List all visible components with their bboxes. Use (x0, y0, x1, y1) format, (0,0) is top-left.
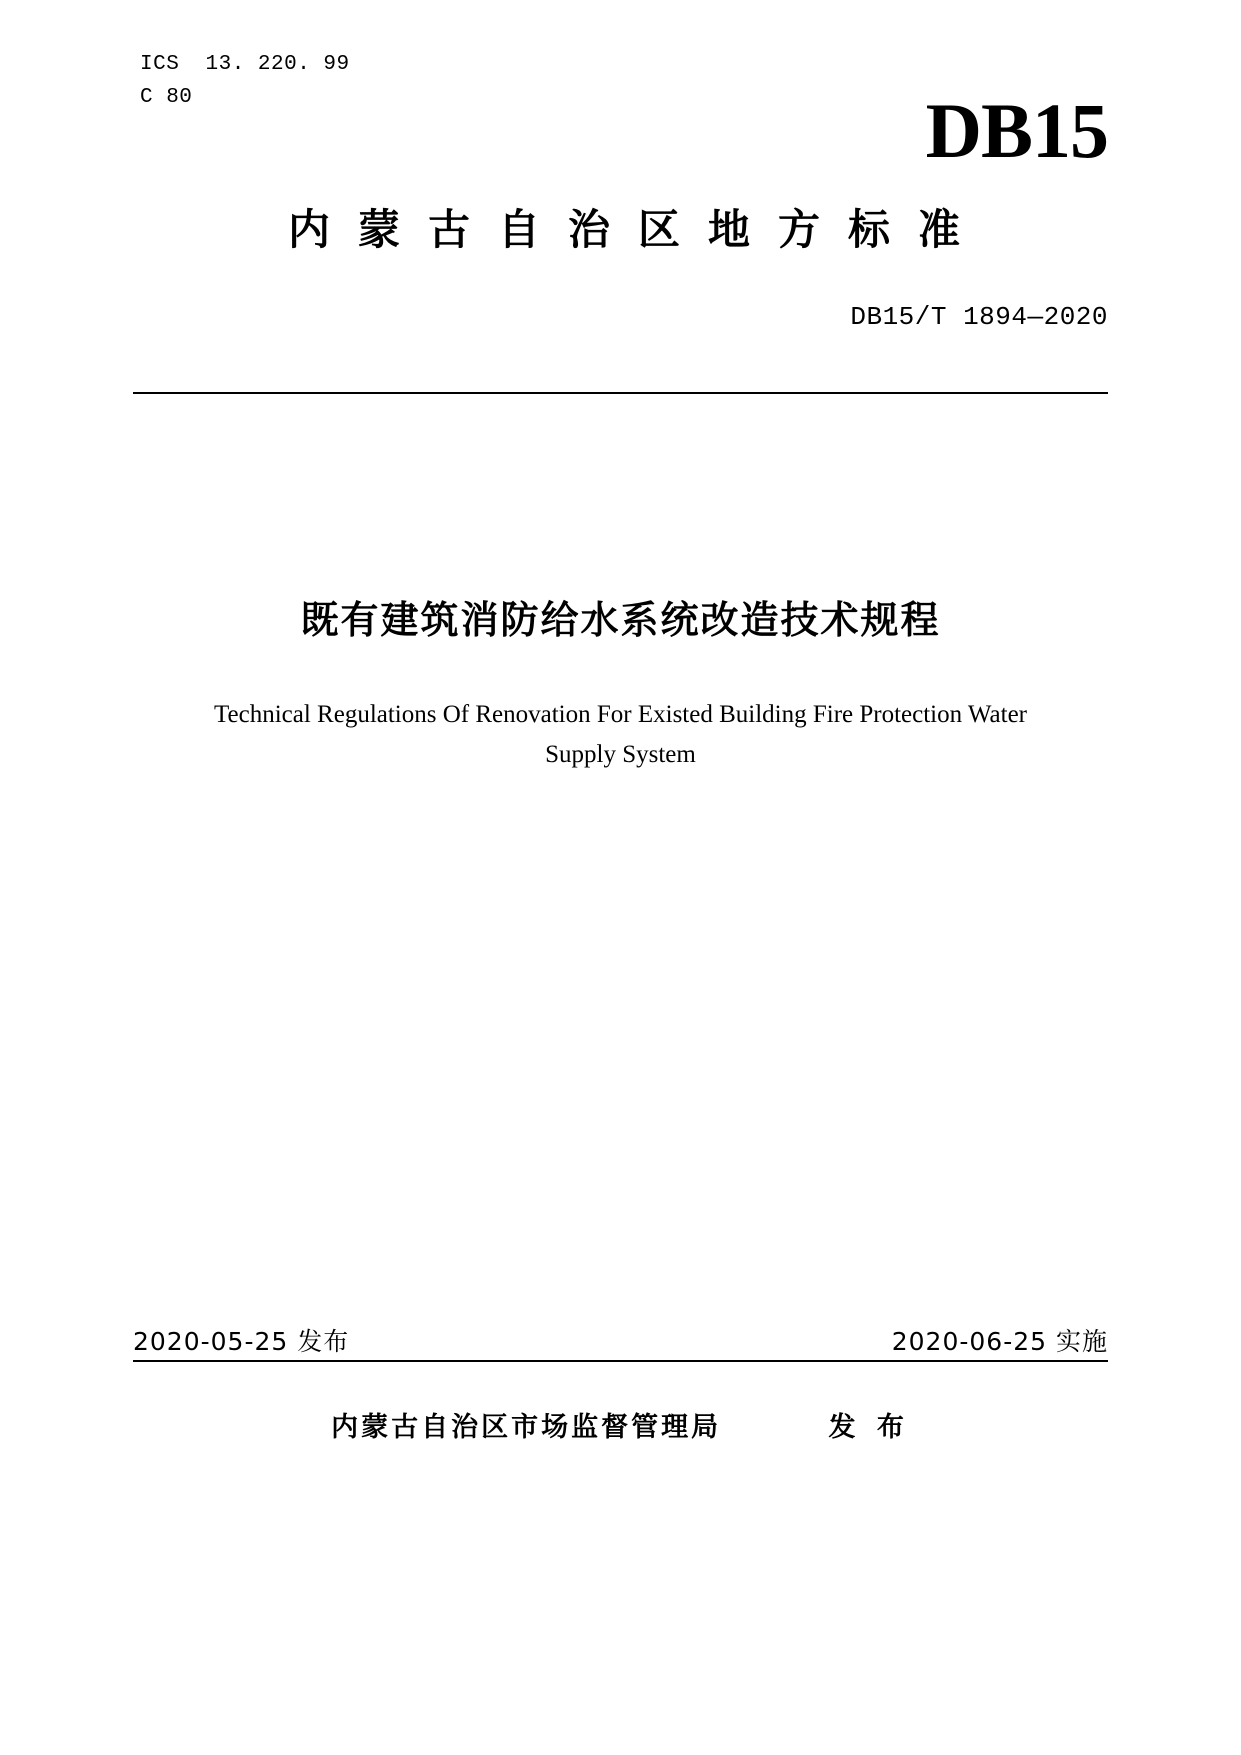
implementation-date: 2020-06-25 实施 (891, 1327, 1108, 1356)
series-logo: DB15 (925, 87, 1108, 174)
publisher-row (133, 1405, 1108, 1444)
ics-classification-block (140, 48, 350, 114)
release-date: 2020-05-25 发布 (133, 1327, 350, 1356)
issue-dates-row (133, 1322, 1108, 1358)
publisher-name: 内蒙古自治区市场监督管理局 (331, 1412, 722, 1443)
header-divider (133, 392, 1108, 394)
document-title-english-line1: Technical Regulations Of Renovation For Existed Building Fire Protection Water (214, 701, 1027, 728)
footer-divider (133, 1360, 1108, 1362)
publish-verb: 发 布 (828, 1412, 910, 1443)
standard-category-title: 内蒙古自治区地方标准 (287, 205, 988, 254)
standard-number: DB15/T 1894—2020 (850, 302, 1108, 332)
ics-code-line: ICS 13. 220. 99 (140, 53, 350, 76)
document-title-english-line2: Supply System (545, 741, 696, 768)
document-title-chinese: 既有建筑消防给水系统改造技术规程 (300, 598, 941, 642)
document-title-english (130, 695, 1111, 775)
ccs-classification-line: C 80 (140, 86, 193, 109)
